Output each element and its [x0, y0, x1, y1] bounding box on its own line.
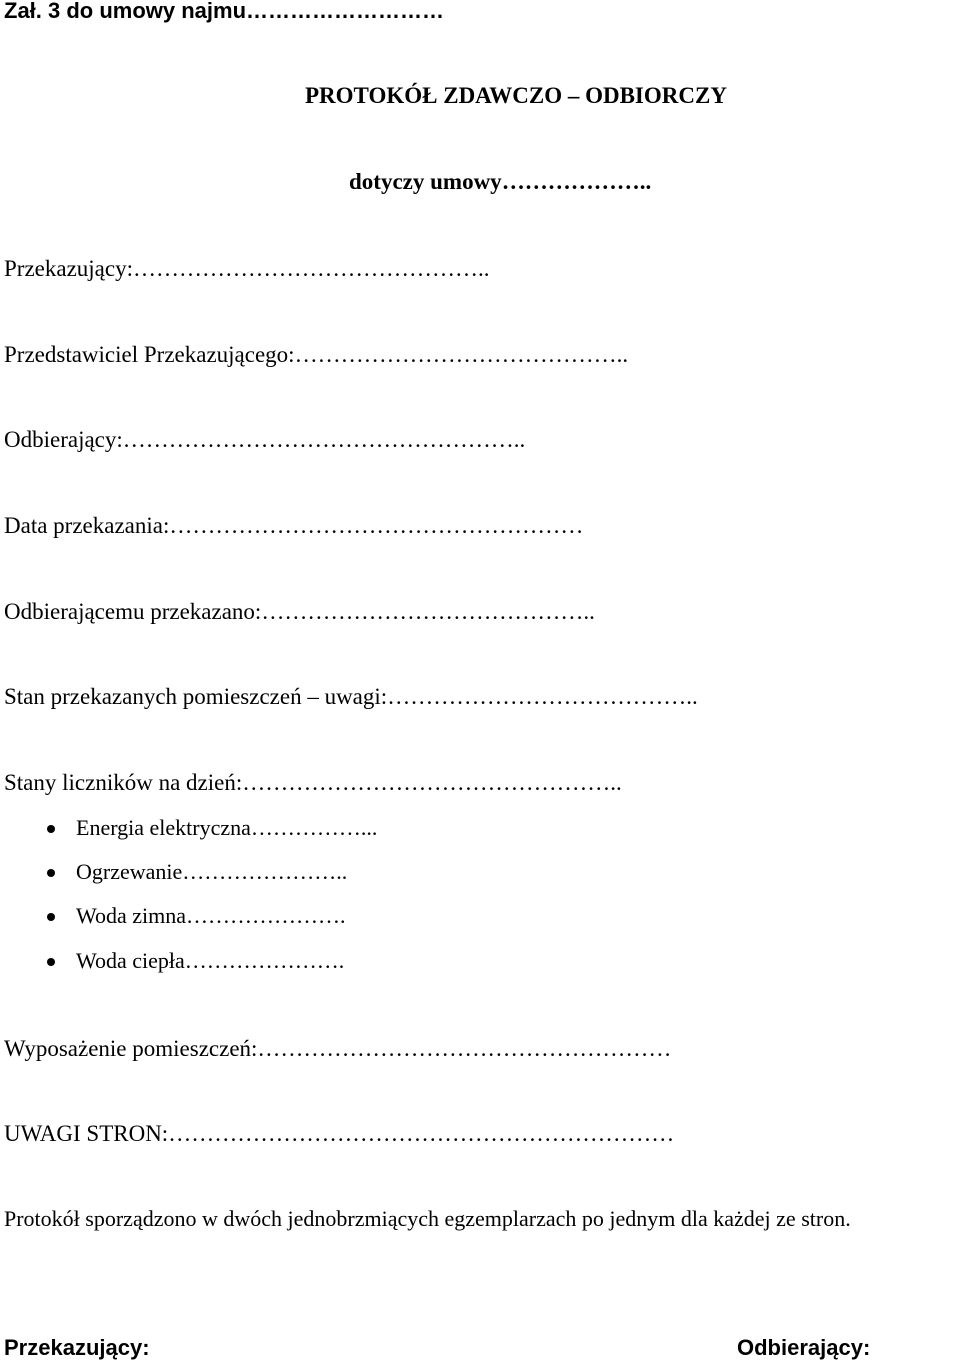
- meter-label: Energia elektryczna: [76, 815, 251, 840]
- signature-przekazujacy: Przekazujący:: [4, 1335, 150, 1360]
- field-uwagi-stron: [4, 1122, 674, 1145]
- field-label: Stany liczników na dzień:: [4, 770, 243, 795]
- field-dots: ………………………………………………: [169, 513, 584, 538]
- field-label: Odbierającemu przekazano:: [4, 599, 262, 624]
- document-subtitle: [349, 170, 651, 193]
- field-dots: ………………………………………..: [132, 256, 490, 281]
- field-stany-licznikow: [4, 771, 622, 794]
- document-title: PROTOKÓŁ ZDAWCZO – ODBIORCZY: [305, 83, 727, 108]
- meter-woda-ciepla: [76, 950, 344, 972]
- field-dots: ……………………………………………..: [122, 427, 526, 452]
- subtitle-dots: ………………..: [501, 169, 652, 194]
- field-dots: …………………………………..: [387, 684, 698, 709]
- field-dots: …………………………………………………………: [168, 1121, 675, 1146]
- field-odbierajacemu: [4, 600, 595, 623]
- annex-header-label: Zał. 3 do umowy najmu: [4, 0, 247, 23]
- meter-dots: ………………….: [186, 903, 346, 928]
- annex-header: [4, 0, 444, 22]
- meter-label: Woda ciepła: [76, 948, 185, 973]
- field-label: UWAGI STRON:: [4, 1121, 169, 1146]
- field-odbierajacy: [4, 428, 525, 451]
- field-label: Odbierający:: [4, 427, 123, 452]
- meter-ogrzewanie: [76, 861, 347, 883]
- meter-label: Ogrzewanie: [76, 859, 183, 884]
- field-dots: …………………………………………..: [242, 770, 622, 795]
- meter-woda-zimna: [76, 905, 346, 927]
- subtitle-label: dotyczy umowy: [349, 169, 502, 194]
- field-dots: ………………………………………………: [257, 1036, 672, 1061]
- field-wyposazenie: [4, 1037, 671, 1060]
- meter-energia: [76, 817, 377, 839]
- meter-dots: ………………….: [184, 948, 345, 973]
- field-dots: ……………………………………..: [294, 342, 629, 367]
- field-przedstawiciel: [4, 343, 628, 366]
- signature-odbierajacy: Odbierający:: [737, 1335, 871, 1360]
- meter-label: Woda zimna: [76, 903, 187, 928]
- bullet-icon: [47, 869, 55, 877]
- field-label: Przedstawiciel Przekazującego:: [4, 342, 295, 367]
- field-stan-pomieszczen: [4, 685, 698, 708]
- closing-statement: Protokół sporządzono w dwóch jednobrzmiących egzemplarzach po jednym dla każdej ze stron.: [4, 1206, 851, 1231]
- field-label: Przekazujący:: [4, 256, 133, 281]
- field-dots: ……………………………………..: [261, 599, 595, 624]
- field-label: Stan przekazanych pomieszczeń – uwagi:: [4, 684, 388, 709]
- field-data-przekazania: [4, 514, 583, 537]
- field-label: Wyposażenie pomieszczeń:: [4, 1036, 258, 1061]
- bullet-icon: [47, 825, 55, 833]
- field-przekazujacy: [4, 257, 489, 280]
- annex-header-dots: ………………………: [246, 0, 445, 23]
- bullet-icon: [47, 913, 55, 921]
- bullet-icon: [47, 958, 55, 966]
- meter-dots: ……………...: [250, 815, 378, 840]
- field-label: Data przekazania:: [4, 513, 170, 538]
- meter-dots: …………………..: [182, 859, 348, 884]
